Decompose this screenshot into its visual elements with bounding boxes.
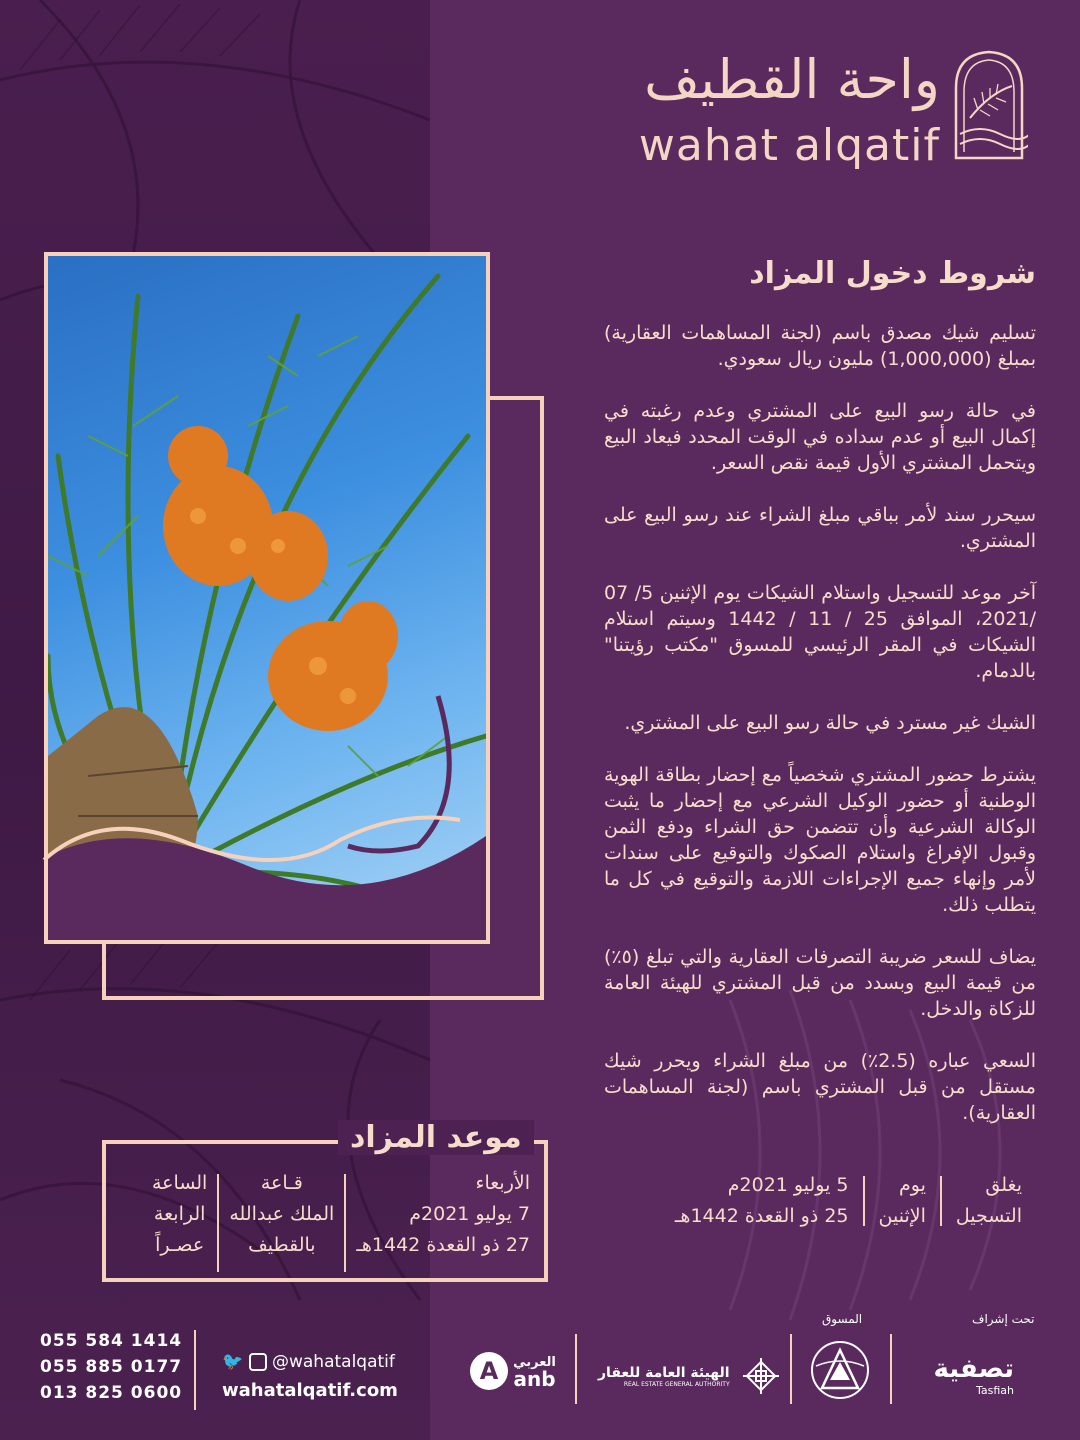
auction-title: موعد المزاد <box>338 1120 534 1155</box>
term-item: السعي عباره (2.5٪) من مبلغ الشراء ويحرر شيك مستقل من قبل المشتري باسم (لجنة المساهمات العقارية). <box>604 1050 1036 1124</box>
auction-date: الأربعاء 7 يوليو 2021م 27 ذو القعدة 1442هـ <box>356 1172 530 1256</box>
anb-logo: A العربي anb <box>470 1352 556 1390</box>
phone-numbers <box>40 1328 182 1406</box>
footer-divider <box>890 1334 892 1404</box>
auction-venue: قـاعة الملك عبدالله بالقطيف <box>229 1172 335 1256</box>
divider <box>940 1176 942 1226</box>
footer-divider <box>575 1334 577 1404</box>
divider <box>344 1174 346 1272</box>
term-item: آخر موعد للتسجيل واستلام الشيكات يوم الإثنين 5/ 07 /2021، الموافق 25 / 11 / 1442 وسيتم استلام الشيكات في المقر الرئيسي للمسوق "مكتب رؤيتنا" بالدمام. <box>604 582 1036 682</box>
phone-number[interactable]: 055 885 0177 <box>40 1357 183 1377</box>
anb-mark-icon: A <box>470 1352 508 1390</box>
term-item: تسليم شيك مصدق باسم (لجنة المساهمات العقارية) بمبلغ (1,000,000) مليون ريال سعودي. <box>604 322 1036 370</box>
brand-name-english: wahat alqatif <box>638 120 940 171</box>
footer-divider <box>790 1334 792 1404</box>
rega-pattern-icon <box>741 1356 781 1396</box>
footer-divider <box>194 1330 196 1410</box>
term-item: سيحرر سند لأمر بباقي مبلغ الشراء عند رسو البيع على المشتري. <box>604 504 1036 552</box>
supervision-label: تحت إشراف <box>972 1312 1035 1326</box>
divider <box>863 1176 865 1226</box>
tasfiah-logo: تصفية Tasfiah <box>933 1354 1015 1397</box>
brand-name-arabic: واحة القطيف <box>644 48 940 111</box>
term-item: في حالة رسو البيع على المشتري وعدم رغبته في إكمال البيع أو عدم سداده في الوقت المحدد فيعاد البيع ويتحمل المشتري الأول قيمة نقص السعر. <box>604 400 1036 474</box>
terms-title: شروط دخول المزاد <box>749 256 1036 291</box>
registration-label: يغلق التسجيل <box>955 1174 1022 1227</box>
phone-number[interactable]: 013 825 0600 <box>40 1383 183 1403</box>
marketer-logo-icon <box>808 1336 872 1406</box>
photo-wave-border <box>40 800 500 950</box>
website-link[interactable]: wahatalqatif.com <box>222 1380 398 1401</box>
registration-date: 5 يوليو 2021م 25 ذو القعدة 1442هـ <box>674 1174 849 1227</box>
registration-closing <box>636 1170 1036 1232</box>
terms-list <box>604 320 1036 1152</box>
registration-day: يوم الإثنين <box>878 1174 926 1227</box>
social-handle[interactable]: 🐦 @wahatalqatif <box>222 1352 395 1372</box>
auction-details <box>110 1168 540 1278</box>
instagram-icon <box>249 1353 267 1371</box>
term-item: يضاف للسعر ضريبة التصرفات العقارية والتي تبلغ (٥٪) من قيمة البيع وبسدد من قبل المشتري للهيئة العامة للزكاة والدخل. <box>604 946 1036 1020</box>
auction-time: الساعة الرابعة عصـراً <box>152 1172 208 1256</box>
palm-arch-logo-icon <box>950 48 1028 160</box>
rega-logo: الهيئة العامة للعقار REAL ESTATE GENERAL AUTHORITY <box>598 1356 781 1396</box>
term-item: يشترط حضور المشتري شخصياً مع إحضار بطاقة الهوية الوطنية أو حضور الوكيل الشرعي مع إحضار ما يثبت الوكالة الشرعية وأن تتضمن حق الشراء ودفع الثمن وقبول الإفراغ واستلام الصكوك والتوقيع على سندات لأمر وإنهاء جميع الإجراءات اللازمة والتوقيع في كل ما يتطلب ذلك. <box>604 764 1036 916</box>
twitter-icon: 🐦 <box>222 1352 244 1372</box>
divider <box>217 1174 219 1272</box>
marketer-label: المسوق <box>822 1312 863 1326</box>
term-item: الشيك غير مسترد في حالة رسو البيع على المشتري. <box>624 712 1036 734</box>
phone-number[interactable]: 055 584 1414 <box>40 1331 183 1351</box>
